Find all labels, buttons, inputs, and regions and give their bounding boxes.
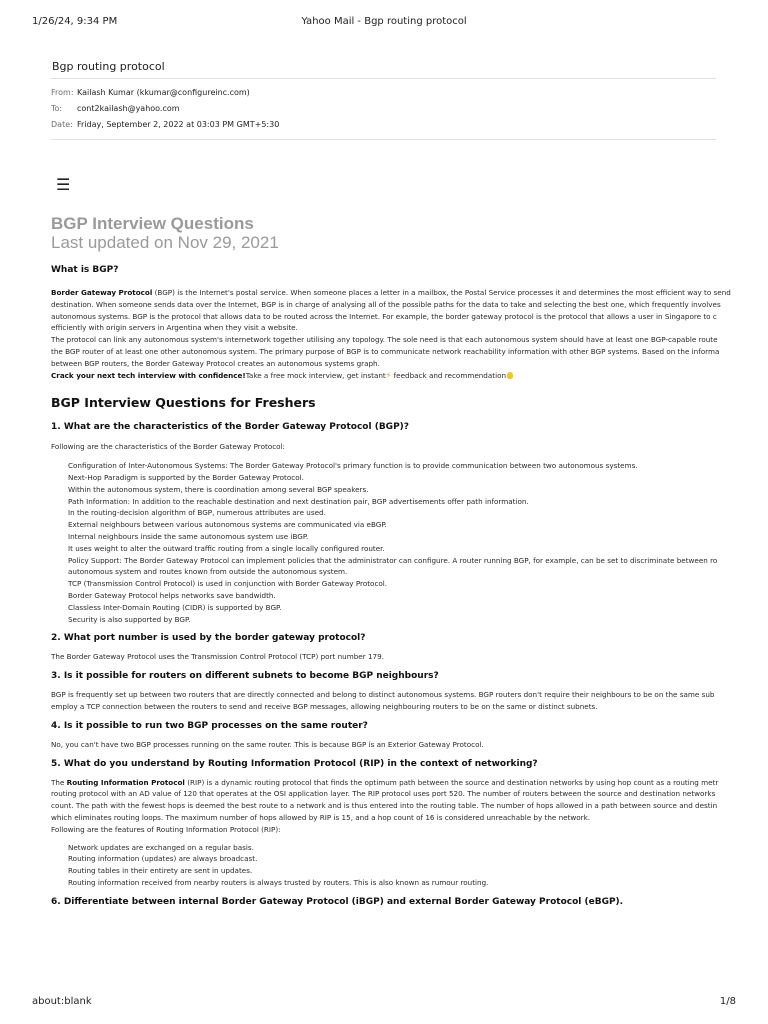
list-item: • In the routing-decision algorithm of BGP, numerous attributes are used. bbox=[68, 507, 768, 519]
question-5: 5. What do you understand by Routing Information Protocol (RIP) in the context of networking? bbox=[51, 758, 538, 769]
question-1: 1. What are the characteristics of the Border Gateway Protocol (BGP)? bbox=[51, 422, 410, 433]
to-row bbox=[51, 101, 716, 117]
list-item: • Policy Support: The Border Gateway Protocol can implement policies that the administrator can configure. A router running BGP, for example, can be set to discriminate between ro autonomous system and routes known from outside the autonomous system. bbox=[68, 555, 768, 579]
intro-bold: Border Gateway Protocol bbox=[51, 288, 153, 297]
email-body bbox=[51, 176, 768, 907]
cta-mid-text: feedback and recommendation bbox=[391, 370, 507, 380]
list-item: • It uses weight to alter the outward traffic routing from a single locally configured router. bbox=[68, 543, 768, 555]
email-header bbox=[51, 56, 716, 140]
intro-paragraph bbox=[51, 287, 768, 381]
intro-line: autonomous systems. BGP is the protocol that allows data to be routed across the Internet. For example, the border gateway protocol is the protocol that allows a user in Singapore to c bbox=[51, 311, 717, 321]
from-value[interactable]: Kailash Kumar (kkumar@configureinc.com) bbox=[77, 88, 250, 97]
print-footer bbox=[32, 996, 736, 1010]
article-title: BGP Interview Questions bbox=[51, 214, 254, 233]
list-item: • Border Gateway Protocol helps networks save bandwidth. bbox=[68, 590, 768, 602]
list-item: • Path Information: In addition to the reachable destination and next destination pair, BGP advertisements offer path information. bbox=[68, 496, 768, 508]
q5-line: Following are the features of Routing Information Protocol (RIP): bbox=[51, 824, 281, 834]
email-meta bbox=[51, 79, 716, 140]
q5-line: routing protocol with an AD value of 120 that operates at the OSI application layer. The RIP protocol uses port 520. The number of routers between the source and destination networks bbox=[51, 789, 716, 799]
rip-bold: Routing Information Protocol bbox=[66, 777, 185, 787]
print-url: about:blank bbox=[32, 996, 92, 1007]
lightning-icon: ⚡ bbox=[385, 370, 392, 380]
list-item: • Within the autonomous system, there is coordination among several BGP speakers. bbox=[68, 484, 768, 496]
article-title-block bbox=[51, 214, 768, 252]
cta-bold[interactable]: Crack your next tech interview with confidence! bbox=[51, 370, 246, 380]
q5-list bbox=[51, 842, 768, 889]
to-value[interactable]: cont2kailash@yahoo.com bbox=[77, 104, 180, 113]
q5-line: The Routing Information Protocol (RIP) is a dynamic routing protocol that finds the optimum path between the source and destination networks by using hop count as a routing metr bbox=[51, 777, 719, 787]
intro2-line: The protocol can link any autonomous system's internetwork together utilising any topology. The sole need is that each autonomous system should have at least one BGP-capable route bbox=[51, 335, 718, 345]
question-6: 6. Differentiate between internal Border Gateway Protocol (iBGP) and external Border Gateway Protocol (eBGP). bbox=[51, 896, 624, 907]
date-row bbox=[51, 117, 716, 133]
date-label: Date: bbox=[51, 120, 73, 129]
q5-answer bbox=[51, 777, 768, 836]
print-header bbox=[32, 16, 736, 30]
q1-list bbox=[51, 460, 768, 625]
list-item: • Security is also supported by BGP. bbox=[68, 614, 768, 626]
list-item: • Internal neighbours inside the same autonomous system use iBGP. bbox=[68, 531, 768, 543]
hamburger-icon[interactable]: ☰ bbox=[56, 176, 71, 194]
list-item: • Next-Hop Paradigm is supported by the Border Gateway Protocol. bbox=[68, 472, 768, 484]
q4-answer: No, you can't have two BGP processes running on the same router. This is because BGP is an Exterior Gateway Protocol. bbox=[51, 739, 484, 749]
q3-answer bbox=[51, 689, 768, 713]
q1-intro: Following are the characteristics of the Border Gateway Protocol: bbox=[51, 442, 285, 452]
q2-answer: The Border Gateway Protocol uses the Transmission Control Protocol (TCP) port number 179. bbox=[51, 652, 384, 662]
date-value: Friday, September 2, 2022 at 03:03 PM GMT+5:30 bbox=[77, 120, 280, 129]
list-item: • Routing information (updates) are always broadcast. bbox=[68, 853, 768, 865]
email-subject: Bgp routing protocol bbox=[51, 56, 716, 79]
list-item: • Routing information received from nearby routers is always trusted by routers. This is also known as rumour routing. bbox=[68, 877, 768, 889]
intro-line: Border Gateway Protocol (BGP) is the Internet's postal service. When someone places a letter in a mailbox, the Postal Service processes it and determines the most efficient way to send bbox=[51, 288, 731, 297]
question-2: 2. What port number is used by the border gateway protocol? bbox=[51, 633, 366, 644]
intro2-line: between BGP routers, the Border Gateway Protocol creates an autonomous systems graph. bbox=[51, 358, 380, 368]
list-item: • External neighbours between various autonomous systems are communicated via eBGP. bbox=[68, 519, 768, 531]
q3-line: employ a TCP connection between the routers to send and receive BGP messages, allowing neighbouring routers to be on the same or distinct subnets. bbox=[51, 701, 598, 711]
to-label: To: bbox=[51, 104, 63, 113]
what-is-bgp-heading: What is BGP? bbox=[51, 265, 119, 275]
lightbulb-icon bbox=[507, 372, 513, 379]
article-updated: Last updated on Nov 29, 2021 bbox=[51, 233, 279, 252]
list-item: • Routing tables in their entirety are sent in updates. bbox=[68, 865, 768, 877]
intro-line: destination. When someone sends data over the Internet, BGP is in charge of analysing all of the possible paths for the data to take and selecting the best one, which frequently involves bbox=[51, 299, 721, 309]
print-datetime: 1/26/24, 9:34 PM bbox=[32, 16, 118, 27]
list-item: • Classless Inter-Domain Routing (CIDR) is supported by BGP. bbox=[68, 602, 768, 614]
list-item: • TCP (Transmission Control Protocol) is used in conjunction with Border Gateway Protocol. bbox=[68, 578, 768, 590]
question-3: 3. Is it possible for routers on different subnets to become BGP neighbours? bbox=[51, 671, 439, 682]
cta-text: Take a free mock interview, get instant bbox=[245, 370, 386, 380]
from-row bbox=[51, 85, 716, 101]
print-page-number: 1/8 bbox=[719, 996, 736, 1007]
from-label: From: bbox=[51, 88, 74, 97]
q3-line: BGP is frequently set up between two routers that are directly connected and belong to distinct autonomous systems. BGP routers don't require their neighbours to be on the same sub bbox=[51, 690, 715, 700]
list-item: • Configuration of Inter-Autonomous Systems: The Border Gateway Protocol's primary function is to provide communication between two autonomous systems. bbox=[68, 460, 768, 472]
list-item-continuation: autonomous system and routes known from outside the autonomous system. bbox=[68, 567, 348, 577]
intro2-line: the BGP router of at least one other autonomous system. The primary purpose of BGP is to communicate network reachability information with other BGP systems. Based on the informa bbox=[51, 346, 720, 356]
list-item: • Network updates are exchanged on a regular basis. bbox=[68, 842, 768, 854]
print-title: Yahoo Mail - Bgp routing protocol bbox=[301, 16, 467, 27]
cta-line bbox=[51, 370, 768, 382]
q5-line: count. The path with the fewest hops is deemed the best route to a network and is thus entered into the routing table. The number of hops allowed in a path between source and destin bbox=[51, 801, 718, 811]
q5-line: which eliminates routing loops. The maximum number of hops allowed by RIP is 15, and a hop count of 16 is considered unreachable by the network. bbox=[51, 812, 591, 822]
intro-line: efficiently with origin servers in Argentina when they visit a website. bbox=[51, 323, 298, 333]
section-heading-freshers: BGP Interview Questions for Freshers bbox=[51, 395, 316, 411]
question-4: 4. Is it possible to run two BGP processes on the same router? bbox=[51, 720, 368, 731]
